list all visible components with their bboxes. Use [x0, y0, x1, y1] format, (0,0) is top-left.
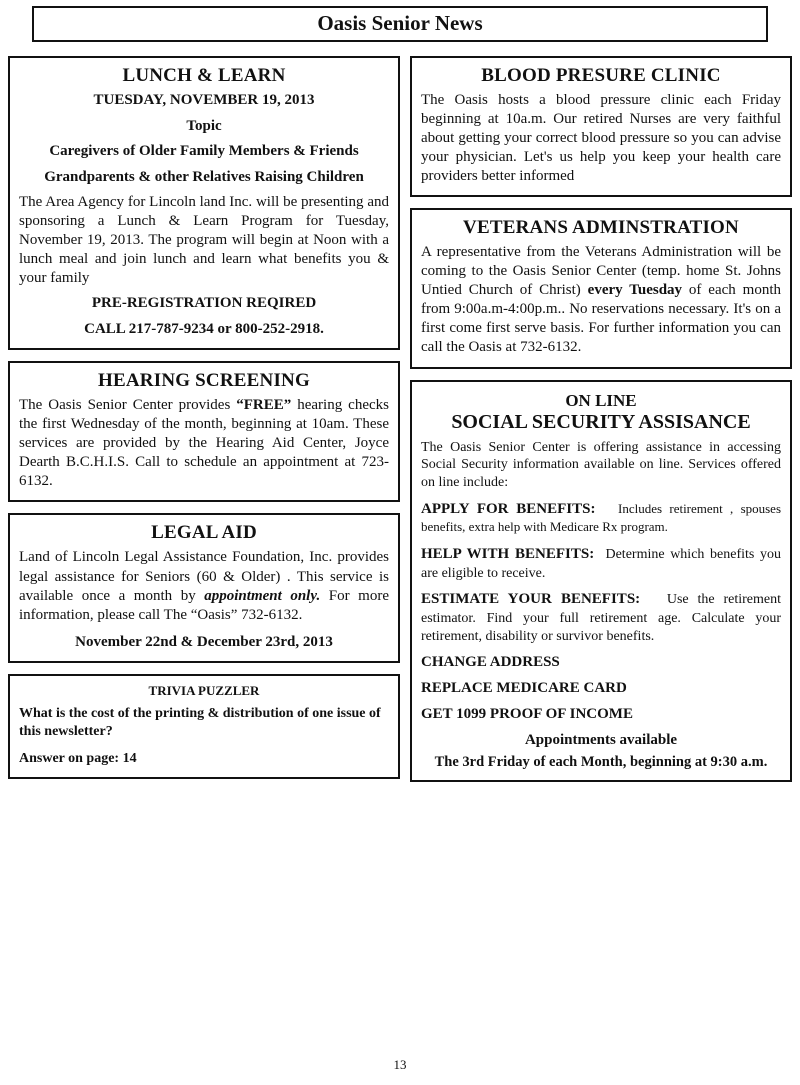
service-desc: Includes retirement , spouses benefits, extra help with Medicare Rx program.: [421, 501, 782, 535]
appointments-available-line: Appointments available: [524, 732, 678, 749]
legal-aid-dates: November 22nd & December 23rd, 2013: [75, 633, 333, 650]
section-title: TRIVIA PUZZLER: [148, 683, 260, 699]
section-title: VETERANS ADMINSTRATION: [463, 217, 739, 239]
service-line: REPLACE MEDICARE CARD: [421, 680, 627, 697]
section-title-line2: SOCIAL SECURITY ASSISANCE: [451, 410, 751, 433]
preregistration-notice: PRE-REGISTRATION REQIRED: [91, 295, 317, 312]
section-body: The Area Agency for Lincoln land Inc. will be presenting and sponsoring a Lunch & Learn Program for Tuesday, November 19, 2013. The program will begin at Noon with a lunch meal and join lunch and learn what benefits you & your family: [19, 194, 389, 287]
page-number: 13: [393, 1057, 407, 1072]
page-title: Oasis Senior News: [317, 11, 483, 35]
service-label: HELP WITH BENEFITS:: [421, 546, 595, 563]
text-segment-bold-italic: appointment only.: [204, 587, 321, 604]
service-item: [421, 590, 781, 645]
two-column-layout: [8, 56, 792, 793]
text-segment: For more information, please call The “Oasis” 732-6132.: [19, 587, 389, 623]
text-segment: hearing checks the first Wednesday of the month, beginning at 10am. These services are provided by the Hearing Aid Center, Joyce Dearth B.C.H.I.S. Call to schedule an appointment at 723-6132.: [19, 397, 389, 490]
section-hearing-screening: [8, 361, 400, 502]
appointments-schedule-line: The 3rd Friday of each Month, beginning at 9:30 a.m.: [434, 754, 768, 771]
service-desc: Use the retirement estimator. Find your full retirement age. Calculate your retirement, disability or survivor benefits.: [421, 592, 782, 644]
trivia-question: What is the cost of the printing & distribution of one issue of this newsletter?: [19, 706, 381, 740]
section-title: BLOOD PRESURE CLINIC: [481, 65, 721, 86]
service-item: [421, 500, 781, 537]
text-segment: A representative from the Veterans Administration will be coming to the Oasis Senior Center (temp. home St. Johns Untied Church of Christ): [421, 244, 781, 299]
section-veterans-administration: [410, 208, 792, 368]
service-item: [421, 545, 781, 582]
section-social-security-assistance: [410, 380, 792, 783]
service-label: APPLY FOR BENEFITS:: [421, 501, 596, 518]
section-trivia-puzzler: [8, 674, 400, 779]
text-segment: The Oasis Senior Center provides: [19, 397, 237, 414]
section-body: [19, 396, 389, 491]
text-segment: of each month from 9:00a.m-4:00p.m.. No reservations necessary. It's on a first come first serve basis. For further information you can call the Oasis at 732-6132.: [421, 282, 781, 356]
section-blood-pressure-clinic: [410, 56, 792, 197]
call-phone-line: CALL 217-787-9234 or 800-252-2918.: [84, 320, 324, 337]
section-title-line1: ON LINE: [565, 390, 637, 410]
service-desc: Determine which benefits you are eligible to receive.: [421, 547, 781, 581]
section-legal-aid: [8, 513, 400, 663]
text-segment: Land of Lincoln Legal Assistance Foundation, Inc. provides legal assistance for Seniors (60 & Older) . This service is available once a month by: [19, 549, 389, 604]
section-lunch-and-learn: [8, 56, 400, 350]
topic-label: Topic: [186, 117, 222, 134]
service-line: GET 1099 PROOF OF INCOME: [421, 706, 633, 723]
right-column: [410, 56, 792, 793]
masthead: [32, 6, 768, 42]
section-title: HEARING SCREENING: [98, 370, 310, 392]
section-body: The Oasis hosts a blood pressure clinic each Friday beginning at 10a.m. Our retired Nurses are very faithful about getting your correct blood pressure so you can advise your physician. Let's us help you keep your health care providers better informed: [421, 92, 781, 185]
section-body: [19, 548, 389, 624]
text-segment-bold: “FREE”: [236, 397, 292, 414]
trivia-answer-pointer: Answer on page: 14: [19, 750, 137, 766]
topic-line: Grandparents & other Relatives Raising Children: [44, 168, 364, 185]
section-title: LEGAL AID: [151, 522, 257, 544]
topic-line: Caregivers of Older Family Members & Friends: [49, 143, 359, 159]
event-date: TUESDAY, NOVEMBER 19, 2013: [93, 92, 315, 108]
section-intro: The Oasis Senior Center is offering assistance in accessing Social Security information available on line. Services offered on line include:: [421, 439, 781, 491]
text-segment-bold: every Tuesday: [587, 282, 683, 299]
service-line: CHANGE ADDRESS: [421, 654, 560, 671]
left-column: [8, 56, 400, 790]
service-label: ESTIMATE YOUR BENEFITS:: [421, 591, 641, 608]
section-title: LUNCH & LEARN: [122, 65, 286, 86]
section-body: [421, 243, 781, 357]
